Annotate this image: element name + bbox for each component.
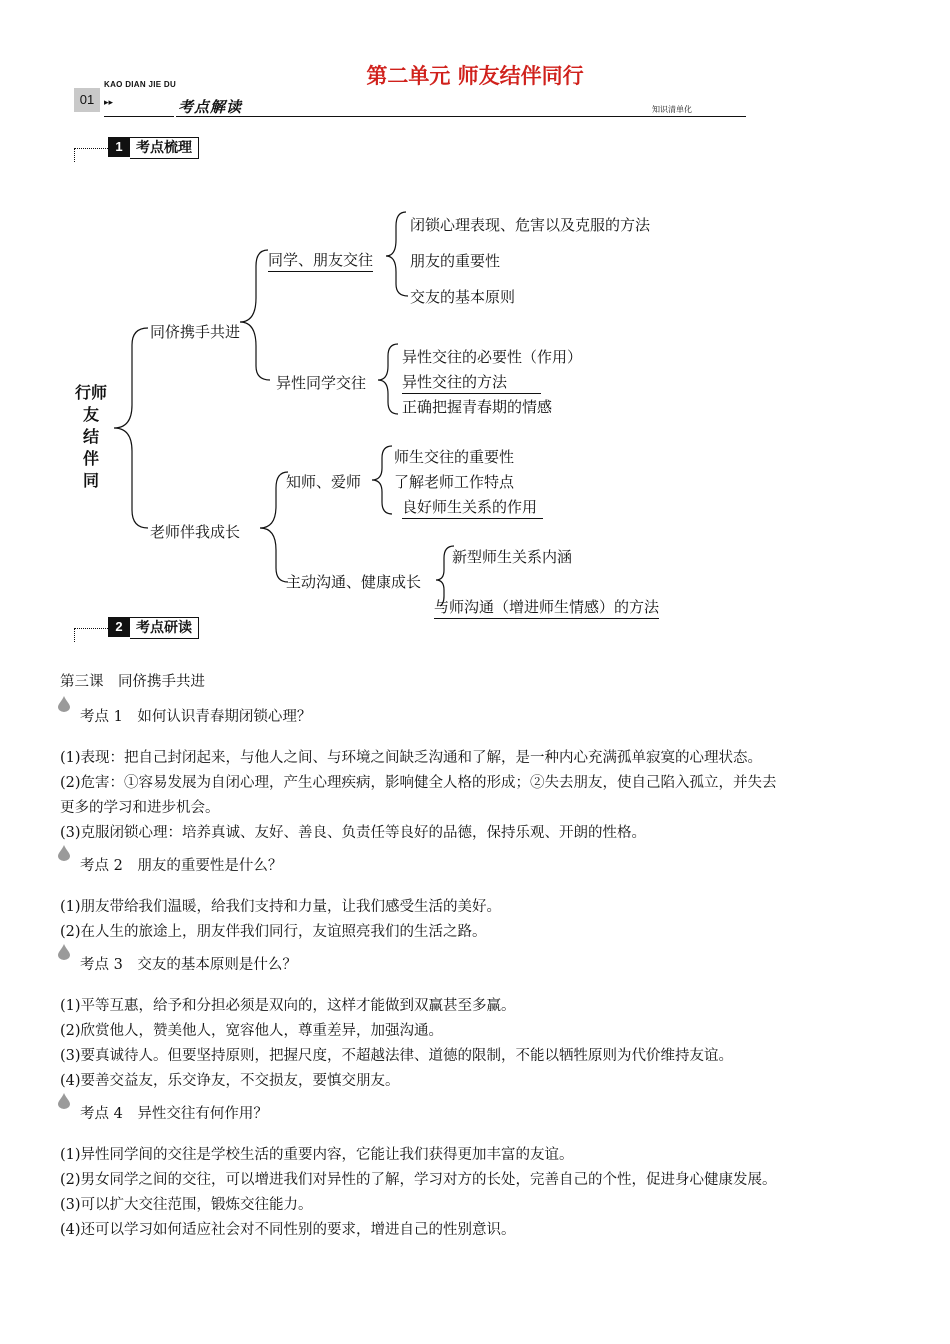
dotted-vertical-2 [74, 628, 75, 642]
leaf-shisheng-guanxi: 良好师生关系的作用 [402, 496, 543, 519]
leaf-jiaoyou-yuanze: 交友的基本原则 [410, 288, 516, 306]
branch1-bracket [240, 250, 270, 380]
leaf-qingchunqi: 正确把握青春期的情感 [402, 398, 553, 416]
unit-title: 第二单元 师友结伴同行 [366, 64, 584, 88]
branch-laoshi: 老师伴我成长 [150, 523, 241, 541]
leaf-shisheng-zhongyao: 师生交往的重要性 [394, 448, 515, 466]
leaf-laoshi-tedian: 了解老师工作特点 [394, 473, 515, 491]
branch-tongchai: 同侪携手共进 [150, 323, 241, 341]
droplet-icon [58, 1093, 70, 1109]
kaodian-4-line-3: (3)可以扩大交往范围，锻炼交往能力。 [60, 1197, 313, 1213]
branch2-bracket [260, 472, 288, 582]
root-bracket [114, 328, 148, 528]
root-line-5: 同 [82, 471, 99, 490]
section-number-1: 1 [108, 137, 130, 157]
kaodian-3-line-3: (3)要真诚待人。但要坚持原则，把握尺度，不超越法律、道德的限制，不能以牺牲原则为代价维持友谊。 [60, 1048, 734, 1064]
pinyin-label: KAO DIAN JIE DU [104, 80, 177, 89]
right-note: 知识清单化 [652, 105, 692, 114]
root-line-2: 友 [82, 405, 99, 424]
leaf-xinxing-guanxi: 新型师生关系内涵 [452, 548, 573, 566]
leaf-goutong-fangfa: 与师沟通（增进师生情感）的方法 [434, 596, 659, 619]
droplet-icon [58, 845, 70, 861]
kaodian-4-title: 考点 4 异性交往有何作用？ [80, 1106, 268, 1122]
droplet-icon [58, 696, 70, 712]
arrows-icon: ▸▸ [104, 98, 114, 108]
sub-tongxue-pengyou: 同学、朋友交往 [268, 249, 373, 272]
sub2-bracket [378, 344, 398, 414]
kaodian-1-line-2: (2)危害：①容易发展为自闭心理，产生心理疾病，影响健全人格的形成；②失去朋友，使自己陷入孤立，并失去 [60, 775, 777, 791]
kaodian-4-line-4: (4)还可以学习如何适应社会对不同性别的要求，增进自己的性别意识。 [60, 1222, 516, 1238]
leaf-yixing-biyaoxing: 异性交往的必要性（作用） [402, 348, 583, 366]
kaodian-3-line-1: (1)平等互惠，给予和分担必须是双向的，这样才能做到双赢甚至多赢。 [60, 998, 516, 1014]
kaodian-4-line-1: (1)异性同学间的交往是学校生活的重要内容，它能让我们获得更加丰富的友谊。 [60, 1147, 574, 1163]
section-label-2 [108, 617, 199, 639]
tree-root [66, 382, 116, 492]
section-label-text-2: 考点研读 [130, 617, 199, 639]
root-line-3: 结 [82, 427, 99, 446]
sub-zhudong-goutong: 主动沟通、健康成长 [286, 573, 422, 591]
kaodian-2-title: 考点 2 朋友的重要性是什么？ [80, 858, 283, 874]
section-label-text-1: 考点梳理 [130, 137, 199, 159]
leaf-yixing-fangfa: 异性交往的方法 [402, 371, 541, 394]
root-line-1: 行师 [74, 383, 107, 402]
kaodian-4-line-2: (2)男女同学之间的交往，可以增进我们对异性的了解，学习对方的长处，完善自己的个性，促进身心健康发展。 [60, 1172, 777, 1188]
leaf-pengyou-zhongyao: 朋友的重要性 [410, 252, 501, 270]
lesson-title: 第三课 同侪携手共进 [60, 674, 205, 690]
kaodian-1-line-4: (3)克服闭锁心理：培养真诚、友好、善良、负责任等良好的品德，保持乐观、开朗的性格。 [60, 825, 647, 841]
section-number-2: 2 [108, 617, 130, 637]
kaodian-3-line-4: (4)要善交益友，乐交诤友，不交损友，要慎交朋友。 [60, 1073, 400, 1089]
dotted-horizontal-2 [74, 628, 108, 629]
kaodian-1-line-1: (1)表现：把自己封闭起来，与他人之间、与环境之间缺乏沟通和了解，是一种内心充满孤单寂寞的心理状态。 [60, 750, 763, 766]
droplet-icon [58, 944, 70, 960]
leaf-bisuo: 闭锁心理表现、危害以及克服的方法 [410, 216, 651, 234]
root-line-4: 伴 [82, 449, 99, 468]
sub1-bracket [386, 212, 408, 296]
kaodian-2-line-1: (1)朋友带给我们温暖，给我们支持和力量，让我们感受生活的美好。 [60, 899, 502, 915]
kaodian-3-title: 考点 3 交友的基本原则是什么？ [80, 957, 297, 973]
kaodian-1-title: 考点 1 如何认识青春期闭锁心理？ [80, 709, 312, 725]
section-number-badge: 01 [74, 88, 100, 112]
kaodian-2-line-2: (2)在人生的旅途上，朋友伴我们同行，友谊照亮我们的生活之路。 [60, 924, 487, 940]
section-title: 考点解读 [178, 98, 243, 116]
sub3-bracket [372, 446, 392, 514]
sub-yixing-tongxue: 异性同学交往 [276, 374, 367, 392]
kaodian-1-line-3: 更多的学习和进步机会。 [60, 800, 220, 816]
sub-zhishi-aishi: 知师、爱师 [286, 473, 362, 491]
kaodian-3-line-2: (2)欣赏他人，赞美他人，宽容他人，尊重差异，加强沟通。 [60, 1023, 444, 1039]
mind-map-brackets [0, 0, 950, 640]
